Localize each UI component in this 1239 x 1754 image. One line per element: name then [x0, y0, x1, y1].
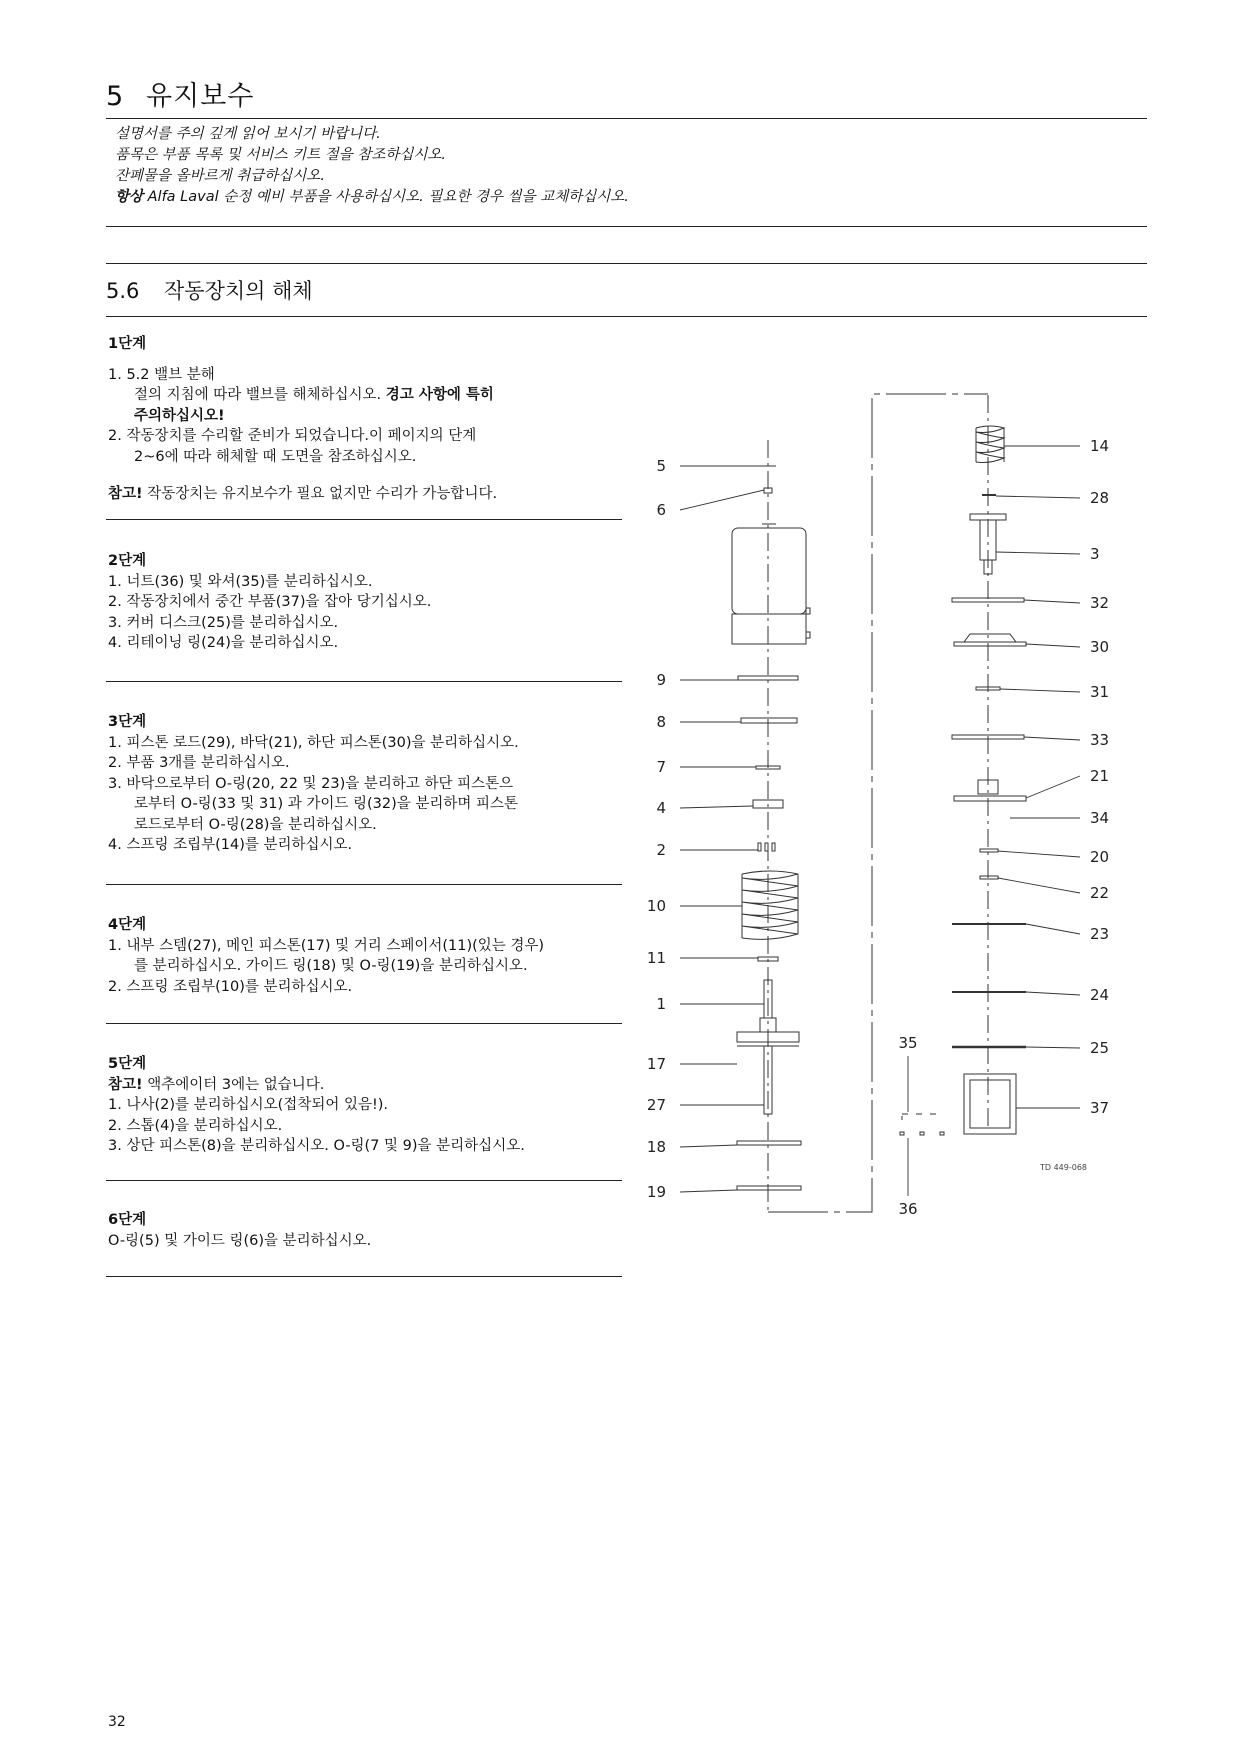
- subsection-heading: [106, 275, 313, 305]
- diagram-labels: [647, 437, 1109, 1218]
- label-28: 28: [1090, 489, 1110, 507]
- label-37: 37: [1090, 1099, 1110, 1117]
- subsection-rule-top: [106, 263, 1147, 264]
- step-1-note: 참고! 작동장치는 유지보수가 필요 없지만 수리가 가능합니다.: [108, 486, 498, 502]
- step-line: 2. 스프링 조립부(10)를 분리하십시오.: [108, 978, 353, 995]
- part-35-36-shapes: [900, 1116, 944, 1135]
- step-3: [108, 712, 628, 856]
- label-23: 23: [1090, 925, 1110, 943]
- step-line: 2. 부품 3개를 분리하십시오.: [108, 755, 290, 771]
- label-7: 7: [656, 758, 666, 776]
- step-5-note: 참고! 액추에이터 3에는 없습니다.: [108, 1076, 325, 1093]
- part-21-shape: [954, 796, 1026, 801]
- subsection-title: 작동장치의 해체: [164, 279, 313, 303]
- label-33: 33: [1090, 731, 1110, 749]
- step-title: 3단계: [108, 714, 147, 730]
- part-20-shape: [980, 849, 998, 852]
- label-17: 17: [646, 1055, 666, 1073]
- step-line: 2. 스톱(4)을 분리하십시오.: [108, 1117, 283, 1134]
- step-line: 로드로부터 O-링(28)을 분리하십시오.: [134, 816, 377, 833]
- note-line: 잔폐물을 올바르게 취급하십시오.: [115, 168, 325, 184]
- cylinder-port: [806, 608, 810, 614]
- part-30-shape: [954, 642, 1026, 646]
- label-20: 20: [1090, 848, 1110, 866]
- part-8-shape: [741, 718, 797, 723]
- label-14: 14: [1090, 437, 1110, 455]
- step-line: 1. 나사(2)를 분리하십시오(접착되어 있음!).: [108, 1097, 389, 1113]
- label-3: 3: [1090, 545, 1100, 563]
- note-line: 설명서를 주의 깊게 읽어 보시기 바랍니다.: [115, 126, 381, 142]
- section-number: 5: [106, 81, 125, 112]
- label-8: 8: [656, 713, 666, 731]
- label-19: 19: [646, 1183, 666, 1201]
- label-27: 27: [646, 1096, 666, 1114]
- step-line: 로부터 O-링(33 및 31) 과 가이드 링(32)을 분리하며 피스톤: [134, 796, 519, 812]
- step-title: 1단계: [108, 336, 147, 352]
- notes-rule-bottom: [106, 226, 1147, 227]
- exploded-view-diagram: [640, 380, 1110, 1230]
- part-2-shape: [758, 843, 775, 851]
- step-1: [108, 334, 628, 505]
- label-31: 31: [1090, 683, 1110, 701]
- step-4-rule: [106, 1023, 622, 1024]
- part-37-inner: [970, 1080, 1010, 1128]
- step-1-rule: [106, 519, 622, 520]
- step-title: 6단계: [108, 1212, 147, 1228]
- part-37-shape: [964, 1074, 1016, 1134]
- step-line: 3. 커버 디스크(25)를 분리하십시오.: [108, 614, 339, 631]
- label-9: 9: [656, 671, 666, 689]
- general-notes: [115, 124, 629, 208]
- label-4: 4: [656, 799, 666, 817]
- cylinder-skirt: [732, 614, 806, 644]
- step-4: [108, 915, 628, 997]
- label-21: 21: [1090, 767, 1110, 785]
- part-10-spring: [742, 871, 798, 939]
- label-35: 35: [898, 1034, 918, 1052]
- step-6: [108, 1210, 628, 1251]
- step-line: 4. 스프링 조립부(14)를 분리하십시오.: [108, 837, 353, 853]
- step-line: 1. 너트(36) 및 와셔(35)를 분리하십시오.: [108, 573, 373, 590]
- step-line: 2. 작동장치를 수리할 준비가 되었습니다.이 페이지의 단계: [108, 428, 477, 444]
- cylinder-body: [732, 528, 806, 614]
- label-11: 11: [646, 949, 666, 967]
- step-line: 4. 리테이닝 링(24)을 분리하십시오.: [108, 635, 339, 651]
- subsection-rule-bottom: [106, 316, 1147, 317]
- step-5: [108, 1054, 628, 1157]
- subsection-number: 5.6: [106, 279, 140, 303]
- label-5: 5: [656, 457, 666, 475]
- leader-lines: [680, 446, 1080, 1196]
- step-line: 1. 피스톤 로드(29), 바닥(21), 하단 피스톤(30)을 분리하십시오.: [108, 734, 519, 751]
- step-title: 5단계: [108, 1056, 147, 1072]
- step-line: 주의하십시오!: [134, 407, 225, 424]
- step-2-rule: [106, 681, 622, 682]
- label-25: 25: [1090, 1039, 1110, 1057]
- label-6: 6: [656, 501, 666, 519]
- cylinder-port: [806, 632, 810, 638]
- part-30-dome: [964, 634, 1016, 642]
- label-1: 1: [656, 995, 666, 1013]
- step-line: 3. 바닥으로부터 O-링(20, 22 및 23)을 분리하고 하단 피스톤으: [108, 775, 514, 792]
- step-3-rule: [106, 884, 622, 885]
- step-5-rule: [106, 1180, 622, 1181]
- step-line: 3. 상단 피스톤(8)을 분리하십시오. O-링(7 및 9)을 분리하십시오.: [108, 1138, 525, 1154]
- part-22-shape: [980, 876, 998, 879]
- step-title: 2단계: [108, 553, 147, 569]
- label-36: 36: [898, 1200, 918, 1218]
- part-19-shape: [737, 1186, 801, 1190]
- page-number: 32: [108, 1714, 126, 1730]
- step-line: 1. 5.2 밸브 분해: [108, 366, 215, 383]
- step-line: 1. 내부 스템(27), 메인 피스톤(17) 및 거리 스페이서(11)(있는 경우): [108, 937, 545, 954]
- label-30: 30: [1090, 638, 1110, 656]
- label-10: 10: [646, 897, 666, 915]
- label-2: 2: [656, 841, 666, 859]
- connector-outline: [768, 394, 988, 1212]
- section-heading: [106, 74, 254, 113]
- step-line: O-링(5) 및 가이드 링(6)을 분리하십시오.: [108, 1232, 372, 1249]
- label-18: 18: [646, 1138, 666, 1156]
- step-2: [108, 551, 628, 654]
- heading-rule: [106, 118, 1147, 119]
- part-14-spring: [976, 426, 1004, 463]
- step-line: 를 분리하십시오. 가이드 링(18) 및 O-링(19)을 분리하십시오.: [134, 958, 528, 974]
- drawing-code: TD 449-068: [1040, 1163, 1088, 1172]
- step-line: 절의 지침에 따라 밸브를 해체하십시오. 경고 사항에 특히: [134, 387, 494, 403]
- part-9-shape: [738, 676, 798, 680]
- step-title: 4단계: [108, 917, 147, 933]
- step-line: 2~6에 따라 해체할 때 도면을 참조하십시오.: [134, 448, 417, 465]
- part-18-shape: [737, 1141, 801, 1145]
- label-24: 24: [1090, 986, 1110, 1004]
- step-6-rule: [106, 1276, 622, 1277]
- step-line: 2. 작동장치에서 중간 부품(37)을 잡아 당기십시오.: [108, 594, 432, 610]
- label-34: 34: [1090, 809, 1110, 827]
- note-line: 항상 Alfa Laval 순정 예비 부품을 사용하십시오. 필요한 경우 씰을 교체하십시오.: [115, 189, 629, 205]
- label-32: 32: [1090, 594, 1110, 612]
- note-line: 품목은 부품 목록 및 서비스 키트 절을 참조하십시오.: [115, 147, 447, 163]
- section-title: 유지보수: [146, 81, 255, 112]
- label-22: 22: [1090, 884, 1110, 902]
